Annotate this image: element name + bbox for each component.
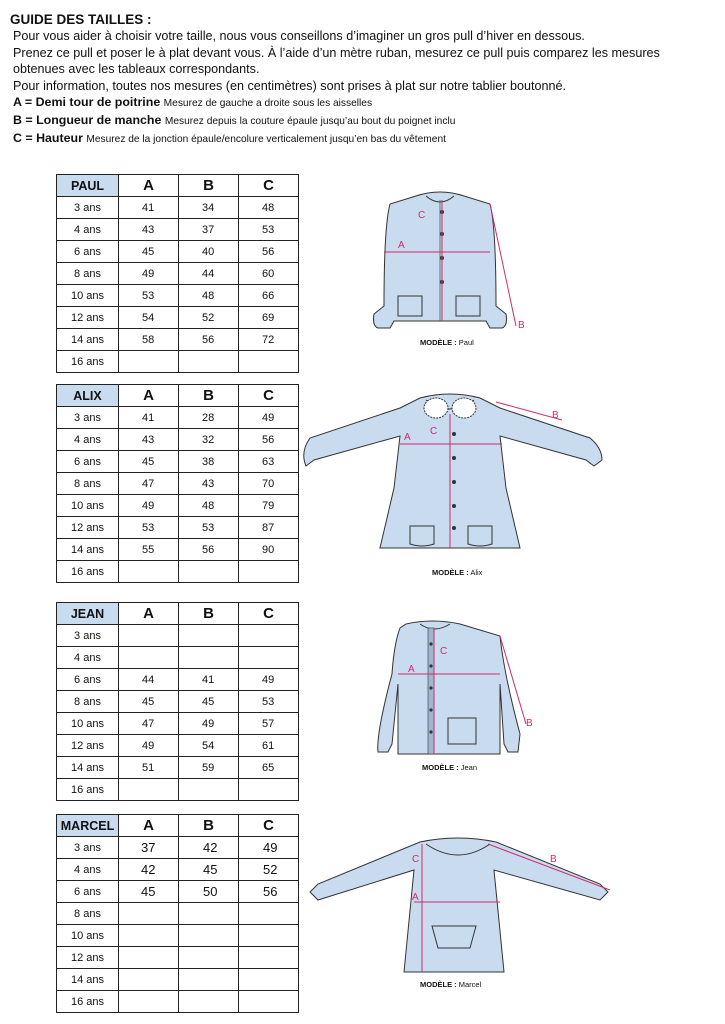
age-cell: 12 ans [57,947,119,969]
measure-cell-c: 49 [239,669,299,691]
definition-key: A = Demi tour de poitrine [13,95,161,110]
column-header: A [119,815,179,837]
alix-smock-illustration [300,388,610,570]
measure-cell-b: 41 [179,669,239,691]
caption-name: Alix [470,568,483,577]
age-cell: 10 ans [57,713,119,735]
definition-a [13,94,715,112]
measure-cell-c: 56 [239,881,299,903]
table-row [57,561,299,583]
age-cell: 8 ans [57,903,119,925]
measure-cell-b: 52 [179,307,239,329]
label-b: B [526,718,533,729]
measure-cell-a: 49 [119,495,179,517]
table-row [57,779,299,801]
measure-cell-a: 58 [119,329,179,351]
age-cell: 10 ans [57,925,119,947]
size-table-jean [56,602,299,801]
age-cell: 4 ans [57,859,119,881]
table-header-row [57,385,299,407]
table-row [57,881,299,903]
age-cell: 16 ans [57,561,119,583]
definition-b [13,112,715,130]
age-cell: 16 ans [57,351,119,373]
table-row [57,329,299,351]
measure-cell-a [119,779,179,801]
label-b: B [550,854,557,865]
caption-name: Marcel [458,980,482,989]
marcel-smock-illustration [304,830,614,988]
label-c: C [430,426,438,437]
model-name-cell: PAUL [57,175,119,197]
measure-cell-c: 48 [239,197,299,219]
measure-cell-b: 48 [179,285,239,307]
age-cell: 12 ans [57,517,119,539]
model-name-cell: MARCEL [57,815,119,837]
age-cell: 3 ans [57,837,119,859]
jean-jacket-illustration [370,614,550,766]
measure-cell-b [179,925,239,947]
label-a: A [412,892,419,903]
table-row [57,429,299,451]
size-table-marcel [56,814,299,1013]
measure-cell-a: 54 [119,307,179,329]
measure-cell-b [179,947,239,969]
table-row [57,837,299,859]
column-header: A [119,175,179,197]
table-row [57,495,299,517]
size-table-paul [56,174,299,373]
measure-cell-b: 44 [179,263,239,285]
size-table-alix [56,384,299,583]
column-header: B [179,385,239,407]
age-cell: 6 ans [57,881,119,903]
caption-name: Jean [460,763,478,772]
measure-cell-c [239,969,299,991]
measure-cell-a: 45 [119,451,179,473]
table-row [57,473,299,495]
caption-label: MODÈLE : [420,338,457,347]
measure-cell-a: 49 [119,735,179,757]
table-header-row [57,815,299,837]
column-header: B [179,815,239,837]
age-cell: 14 ans [57,757,119,779]
measure-cell-c [239,947,299,969]
measure-cell-b [179,903,239,925]
table-row [57,735,299,757]
table-row [57,351,299,373]
age-cell: 14 ans [57,539,119,561]
measure-cell-c: 53 [239,691,299,713]
measure-cell-b: 56 [179,329,239,351]
label-b: B [552,410,559,421]
column-header: C [239,385,299,407]
measure-cell-b: 32 [179,429,239,451]
measure-cell-c: 56 [239,241,299,263]
column-header: C [239,603,299,625]
column-header: A [119,385,179,407]
table-row [57,925,299,947]
model-name-cell: JEAN [57,603,119,625]
age-cell: 8 ans [57,473,119,495]
measure-cell-a: 41 [119,407,179,429]
table-row [57,307,299,329]
measure-cell-a: 53 [119,517,179,539]
age-cell: 3 ans [57,625,119,647]
measure-cell-a [119,625,179,647]
measure-cell-b: 45 [179,691,239,713]
table-row [57,241,299,263]
measure-cell-c [239,925,299,947]
measure-cell-a [119,991,179,1013]
measure-cell-c: 56 [239,429,299,451]
age-cell: 3 ans [57,407,119,429]
definition-desc: Mesurez de gauche a droite sous les aisselles [163,98,373,110]
column-header: C [239,815,299,837]
label-c: C [418,210,426,221]
measure-cell-a: 42 [119,859,179,881]
intro-line: Pour information, toutes nos mesures (en centimètres) sont prises à plat sur notre tablier boutonné. [13,78,567,93]
age-cell: 4 ans [57,219,119,241]
measure-cell-b: 54 [179,735,239,757]
caption-alix [432,568,482,577]
measure-cell-c: 60 [239,263,299,285]
age-cell: 3 ans [57,197,119,219]
definition-desc: Mesurez depuis la couture épaule jusqu’au bout du poignet inclu [164,116,456,128]
caption-paul [420,338,474,347]
table-header-row [57,603,299,625]
caption-jean [422,763,477,772]
measure-cell-c [239,561,299,583]
measure-cell-b [179,625,239,647]
table-row [57,691,299,713]
age-cell: 16 ans [57,779,119,801]
paul-jacket-illustration [368,186,538,341]
table-row [57,197,299,219]
label-c: C [412,854,420,865]
measure-cell-c: 49 [239,407,299,429]
column-header: A [119,603,179,625]
table-row [57,713,299,735]
measure-cell-b: 45 [179,859,239,881]
table-row [57,859,299,881]
measure-cell-b: 48 [179,495,239,517]
table-header-row [57,175,299,197]
table-row [57,903,299,925]
age-cell: 8 ans [57,691,119,713]
definition-key: C = Hauteur [13,131,83,146]
measure-cell-c: 61 [239,735,299,757]
measure-cell-b: 50 [179,881,239,903]
caption-name: Paul [458,338,474,347]
measure-cell-a: 45 [119,881,179,903]
measure-cell-c: 63 [239,451,299,473]
age-cell: 10 ans [57,285,119,307]
measure-cell-b: 42 [179,837,239,859]
table-row [57,625,299,647]
measure-cell-b [179,969,239,991]
measure-cell-c: 65 [239,757,299,779]
measure-cell-a: 43 [119,219,179,241]
page-title: GUIDE DES TAILLES : [10,12,152,27]
measure-cell-c [239,779,299,801]
measure-cell-c: 69 [239,307,299,329]
label-a: A [398,240,405,251]
measure-cell-a: 41 [119,197,179,219]
caption-label: MODÈLE : [422,763,459,772]
measure-cell-a [119,969,179,991]
measure-cell-c: 53 [239,219,299,241]
measure-cell-b: 37 [179,219,239,241]
measure-cell-b [179,991,239,1013]
age-cell: 6 ans [57,451,119,473]
measure-cell-c: 57 [239,713,299,735]
measure-cell-c: 70 [239,473,299,495]
age-cell: 4 ans [57,429,119,451]
definition-desc: Mesurez de la jonction épaule/encolure verticalement jusqu’en bas du vêtement [86,134,446,146]
table-row [57,947,299,969]
measure-cell-a: 55 [119,539,179,561]
age-cell: 12 ans [57,307,119,329]
caption-marcel [420,980,481,989]
age-cell: 6 ans [57,241,119,263]
label-a: A [408,664,415,675]
table-row [57,219,299,241]
intro-block [10,11,715,148]
measure-cell-a: 43 [119,429,179,451]
measure-cell-b: 49 [179,713,239,735]
table-row [57,757,299,779]
table-row [57,285,299,307]
measure-cell-c: 72 [239,329,299,351]
age-cell: 6 ans [57,669,119,691]
measure-cell-b: 38 [179,451,239,473]
measure-cell-c [239,647,299,669]
measure-cell-c: 66 [239,285,299,307]
intro-line: Pour vous aider à choisir votre taille, nous vous conseillons d’imaginer un gros pull d’hiver en dessous. [13,29,585,43]
table-row [57,647,299,669]
table-row [57,669,299,691]
model-name-cell: ALIX [57,385,119,407]
age-cell: 14 ans [57,329,119,351]
table-row [57,539,299,561]
measure-cell-c: 79 [239,495,299,517]
label-c: C [440,646,448,657]
measure-cell-a: 53 [119,285,179,307]
measure-cell-b: 59 [179,757,239,779]
measure-cell-b: 43 [179,473,239,495]
age-cell: 12 ans [57,735,119,757]
measure-cell-c [239,625,299,647]
age-cell: 16 ans [57,991,119,1013]
table-row [57,991,299,1013]
measure-cell-b: 56 [179,539,239,561]
measure-cell-b [179,779,239,801]
measure-cell-a: 49 [119,263,179,285]
intro-line: obtenues avec les tableaux correspondants. [13,62,260,77]
measure-cell-b: 53 [179,517,239,539]
measure-cell-a: 45 [119,691,179,713]
measure-cell-a: 37 [119,837,179,859]
intro-line: Prenez ce pull et poser le à plat devant vous. À l’aide d’un mètre ruban, mesurez ce pull puis comparez les mesures [13,45,660,60]
measure-cell-c: 87 [239,517,299,539]
measure-cell-a: 47 [119,473,179,495]
table-row [57,407,299,429]
measure-cell-a [119,647,179,669]
measure-cell-b [179,561,239,583]
measure-cell-b [179,351,239,373]
age-cell: 10 ans [57,495,119,517]
table-row [57,263,299,285]
measure-cell-a [119,561,179,583]
measure-cell-c [239,991,299,1013]
measure-cell-c [239,903,299,925]
measure-cell-b: 40 [179,241,239,263]
measure-cell-c: 90 [239,539,299,561]
table-row [57,451,299,473]
measure-cell-a [119,903,179,925]
measure-cell-c: 49 [239,837,299,859]
column-header: C [239,175,299,197]
measure-cell-a [119,351,179,373]
measure-cell-a: 44 [119,669,179,691]
measure-cell-a: 45 [119,241,179,263]
age-cell: 4 ans [57,647,119,669]
measure-cell-a [119,947,179,969]
label-a: A [404,432,411,443]
definition-c [13,130,715,148]
column-header: B [179,603,239,625]
age-cell: 8 ans [57,263,119,285]
measure-cell-c: 52 [239,859,299,881]
caption-label: MODÈLE : [432,568,469,577]
definition-key: B = Longueur de manche [13,113,162,128]
caption-label: MODÈLE : [420,980,457,989]
age-cell: 14 ans [57,969,119,991]
measure-cell-a: 51 [119,757,179,779]
measure-cell-b: 34 [179,197,239,219]
measure-cell-b: 28 [179,407,239,429]
measure-cell-a: 47 [119,713,179,735]
table-row [57,969,299,991]
measure-cell-b [179,647,239,669]
measure-cell-a [119,925,179,947]
measure-cell-c [239,351,299,373]
column-header: B [179,175,239,197]
label-b: B [518,320,525,331]
table-row [57,517,299,539]
